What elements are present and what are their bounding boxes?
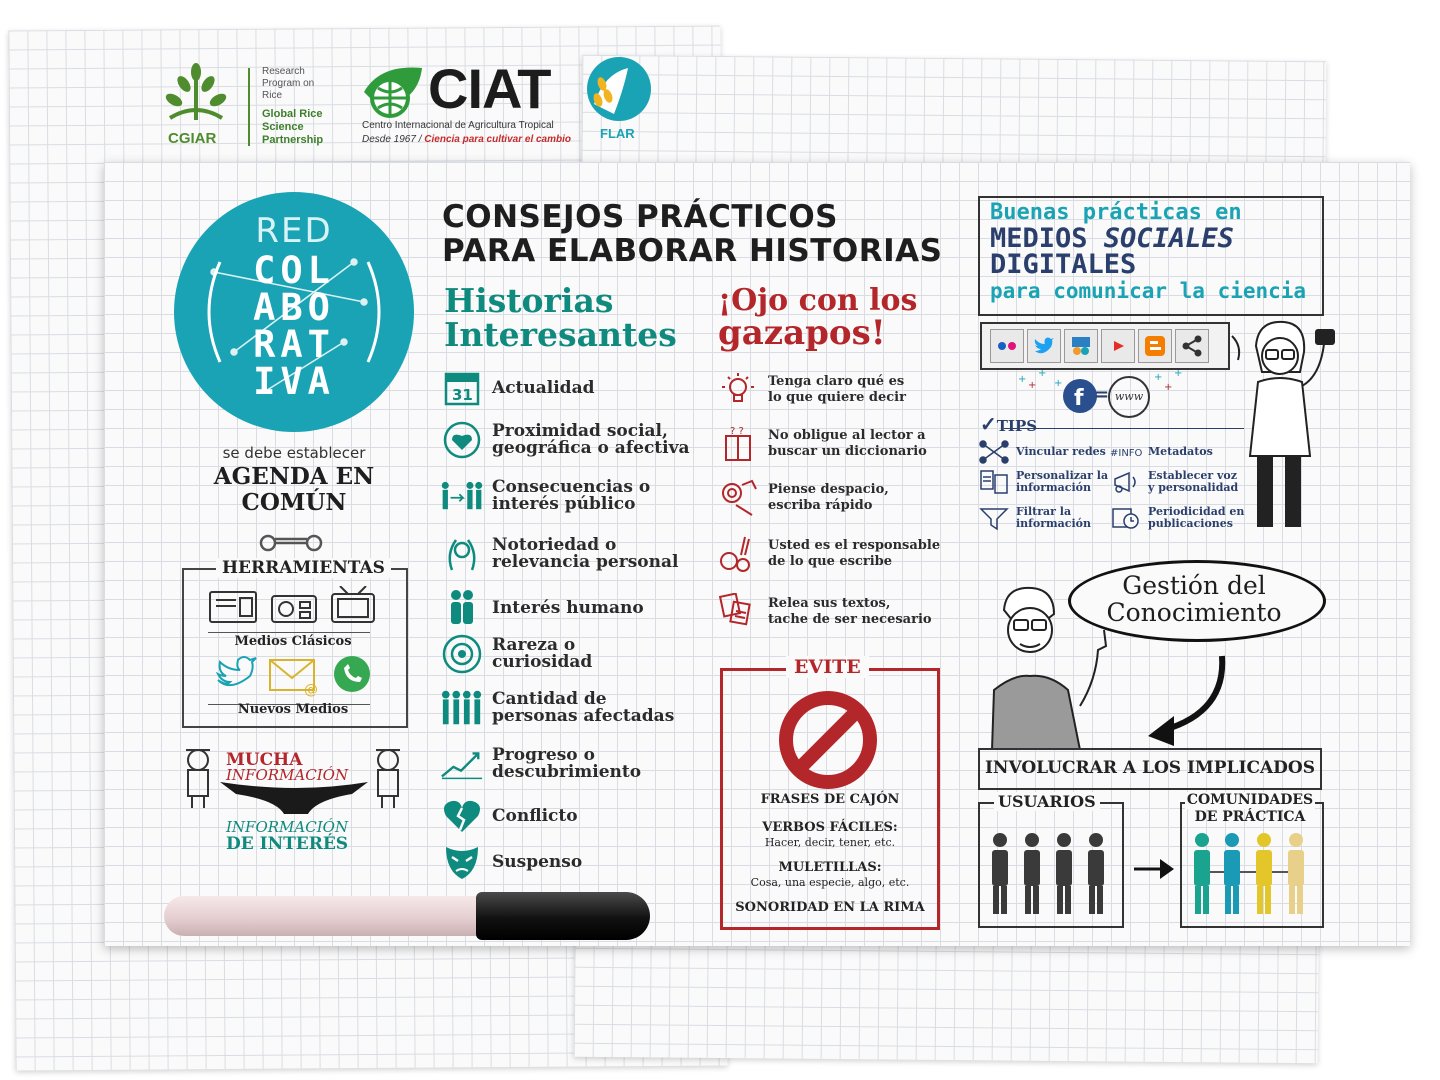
- muletillas-sub: Cosa, una especie, algo, etc.: [750, 876, 910, 889]
- hand-pen-icon: [716, 536, 760, 572]
- ciat-tagline: Desde 1967 / Ciencia para cultivar el cambio: [362, 134, 572, 145]
- people-arrow-icon: [440, 478, 484, 514]
- flar-wordmark: FLAR: [600, 126, 635, 141]
- list-item: 31 Actualidad: [440, 370, 594, 406]
- list-item: Proximidad social, geográfica o afectiva: [440, 422, 690, 458]
- personalize-icon: [978, 468, 1010, 496]
- calendar-icon: [440, 370, 484, 406]
- ciat-wordmark: CIAT: [428, 57, 551, 120]
- eye-icon: [440, 636, 484, 672]
- gazapos-heading: ¡Ojo con los gazapos!: [718, 283, 918, 353]
- masks-icon: [440, 844, 484, 880]
- divider: [208, 632, 370, 633]
- logo-divider: [248, 68, 250, 146]
- woman-with-phone-illustration: [1228, 316, 1348, 542]
- youtube-icon[interactable]: [1101, 329, 1135, 363]
- thinking-icon: [716, 480, 760, 516]
- list-item: Rareza o curiosidad: [440, 636, 592, 672]
- hug-icon: [440, 590, 484, 626]
- svg-text:? ?: ? ?: [730, 426, 744, 437]
- arrow-right-icon: [1132, 856, 1176, 882]
- crowd-icon: [440, 690, 484, 726]
- equals-sign: =: [1094, 384, 1110, 405]
- svg-text:f: f: [1074, 386, 1084, 411]
- share-icon[interactable]: [1175, 329, 1209, 363]
- filter-icon: [978, 504, 1010, 532]
- svg-text:+: +: [1174, 370, 1183, 379]
- papers-icon: [716, 594, 760, 630]
- ciat-full-name: Centro Internacional de Agricultura Tropical: [362, 120, 554, 131]
- blogger-icon[interactable]: [1138, 329, 1172, 363]
- cgiar-logo: [156, 62, 246, 152]
- red-label: RED: [255, 211, 333, 251]
- frases-text: FRASES DE CAJÓN: [760, 792, 900, 807]
- users-group-icon: [986, 832, 1116, 916]
- svg-text:+: +: [1028, 380, 1037, 391]
- book-icon: [716, 426, 760, 462]
- social-icons-bar: [980, 322, 1230, 370]
- marker-pen: [164, 890, 654, 942]
- svg-text:+: +: [1154, 372, 1163, 383]
- svg-text:31: 31: [452, 386, 473, 404]
- list-item: Progreso o descubrimiento: [440, 746, 641, 782]
- slideshare-icon[interactable]: [1064, 329, 1098, 363]
- tip-item: #INFO Metadatos: [1110, 438, 1213, 466]
- community-group-icon: [1188, 832, 1316, 916]
- prohibited-icon: [776, 688, 880, 792]
- ciat-logo: [360, 57, 572, 152]
- agenda-comun-text: AGENDA EN COMÚN: [213, 463, 375, 516]
- list-item: Usted es el responsable de lo que escribe: [716, 536, 940, 572]
- tip-item: Vincular redes: [978, 438, 1106, 466]
- wrench-icon: [258, 530, 324, 556]
- paper-sheet-main: [104, 162, 1410, 946]
- flar-logo: [584, 54, 656, 144]
- historias-heading: Historias Interesantes: [444, 281, 677, 354]
- twitter-icon[interactable]: [1027, 329, 1061, 363]
- marker-cap: [164, 896, 482, 936]
- medios-clasicos-label: Medios Clásicos: [234, 634, 352, 649]
- clock-calendar-icon: [1110, 504, 1142, 532]
- list-item: Cantidad de personas afectadas: [440, 690, 674, 726]
- classic-media-icons: [208, 586, 380, 626]
- se-debe-text: se debe establecer: [222, 444, 366, 462]
- trend-up-icon: [440, 746, 484, 782]
- list-item: Piense despacio, escriba rápido: [716, 480, 889, 516]
- gestion-text: Gestión del Conocimiento: [1106, 571, 1282, 627]
- cgiar-wheat-icon: [156, 62, 236, 124]
- divider: [1004, 428, 1244, 429]
- laurel-icon: [440, 536, 484, 572]
- muletillas-text: MULETILLAS:: [778, 860, 882, 875]
- cgiar-wordmark: CGIAR: [168, 130, 217, 147]
- network-icon: [978, 438, 1010, 466]
- www-globe: www: [1108, 376, 1150, 418]
- list-item: Suspenso: [440, 844, 582, 880]
- colaborativa-label: COL ABO RAT IVA: [253, 249, 335, 403]
- svg-text:+: +: [1164, 382, 1173, 393]
- tip-item: Establecer voz y personalidad: [1110, 468, 1238, 496]
- info-tag-icon: [1110, 438, 1142, 466]
- informacion-red-text: INFORMACIÓN: [226, 766, 349, 784]
- svg-text:+: +: [1038, 370, 1047, 379]
- verbos-text: VERBOS FÁCILES:: [762, 820, 898, 835]
- research-program-text: Research Program on Rice: [262, 66, 315, 101]
- list-item: Relea sus textos, tache de ser necesario: [716, 594, 932, 630]
- lightbulb-icon: [716, 372, 760, 408]
- svg-text:+: +: [1054, 378, 1063, 389]
- comunidades-label: COMUNIDADES DE PRÁCTICA: [1186, 792, 1314, 825]
- involucrar-text: INVOLUCRAR A LOS IMPLICADOS: [984, 758, 1315, 778]
- list-item: Interés humano: [440, 590, 644, 626]
- tip-item: Personalizar la información: [978, 468, 1108, 496]
- megaphone-icon: [1110, 468, 1142, 496]
- verbos-sub: Hacer, decir, tener, etc.: [764, 836, 896, 849]
- ciat-leaf-icon: [360, 62, 426, 120]
- list-item: Tenga claro qué es lo que quiere decir: [716, 372, 906, 408]
- svg-text:#INFO: #INFO: [1110, 448, 1142, 459]
- herramientas-label: HERRAMIENTAS: [216, 558, 391, 578]
- svg-text:@: @: [304, 682, 318, 698]
- informacion-green-text: INFORMACIÓN: [226, 818, 349, 836]
- usuarios-label: USUARIOS: [994, 792, 1100, 811]
- globe-heart-icon: [440, 422, 484, 458]
- evite-label: EVITE: [786, 656, 869, 678]
- marker-body: [476, 892, 650, 940]
- curved-arrow-icon: [1134, 652, 1234, 748]
- nuevos-medios-label: Nuevos Medios: [237, 702, 349, 717]
- flickr-icon[interactable]: [990, 329, 1024, 363]
- tip-item: Periodicidad en publicaciones: [1110, 504, 1244, 532]
- de-interes-text: DE INTERÉS: [226, 834, 349, 854]
- man-pointing-illustration: [984, 580, 1144, 750]
- red-colaborativa-circle: [174, 192, 414, 432]
- tips-label: ✓TIPS: [980, 412, 1038, 436]
- broken-heart-icon: [440, 798, 484, 834]
- mucha-text: MUCHA: [226, 750, 303, 770]
- list-item: Conflicto: [440, 798, 578, 834]
- svg-text:+: +: [1018, 374, 1027, 385]
- sonoridad-text: SONORIDAD EN LA RIMA: [735, 900, 925, 915]
- new-media-icons: [212, 654, 374, 698]
- grsp-text: Global Rice Science Partnership: [262, 108, 324, 146]
- list-item: Notoriedad o relevancia personal: [440, 536, 678, 572]
- main-title: CONSEJOS PRÁCTICOS PARA ELABORAR HISTORIAS: [442, 199, 943, 269]
- tip-item: Filtrar la información: [978, 504, 1091, 532]
- flar-emblem-icon: [584, 54, 654, 124]
- list-item: Consecuencias o interés público: [440, 478, 650, 514]
- social-media-title: Buenas prácticas en MEDIOS SOCIALES DIGITALES para comunicar la ciencia: [990, 200, 1307, 303]
- list-item: ? ? No obligue al lector a buscar un diccionario: [716, 426, 927, 462]
